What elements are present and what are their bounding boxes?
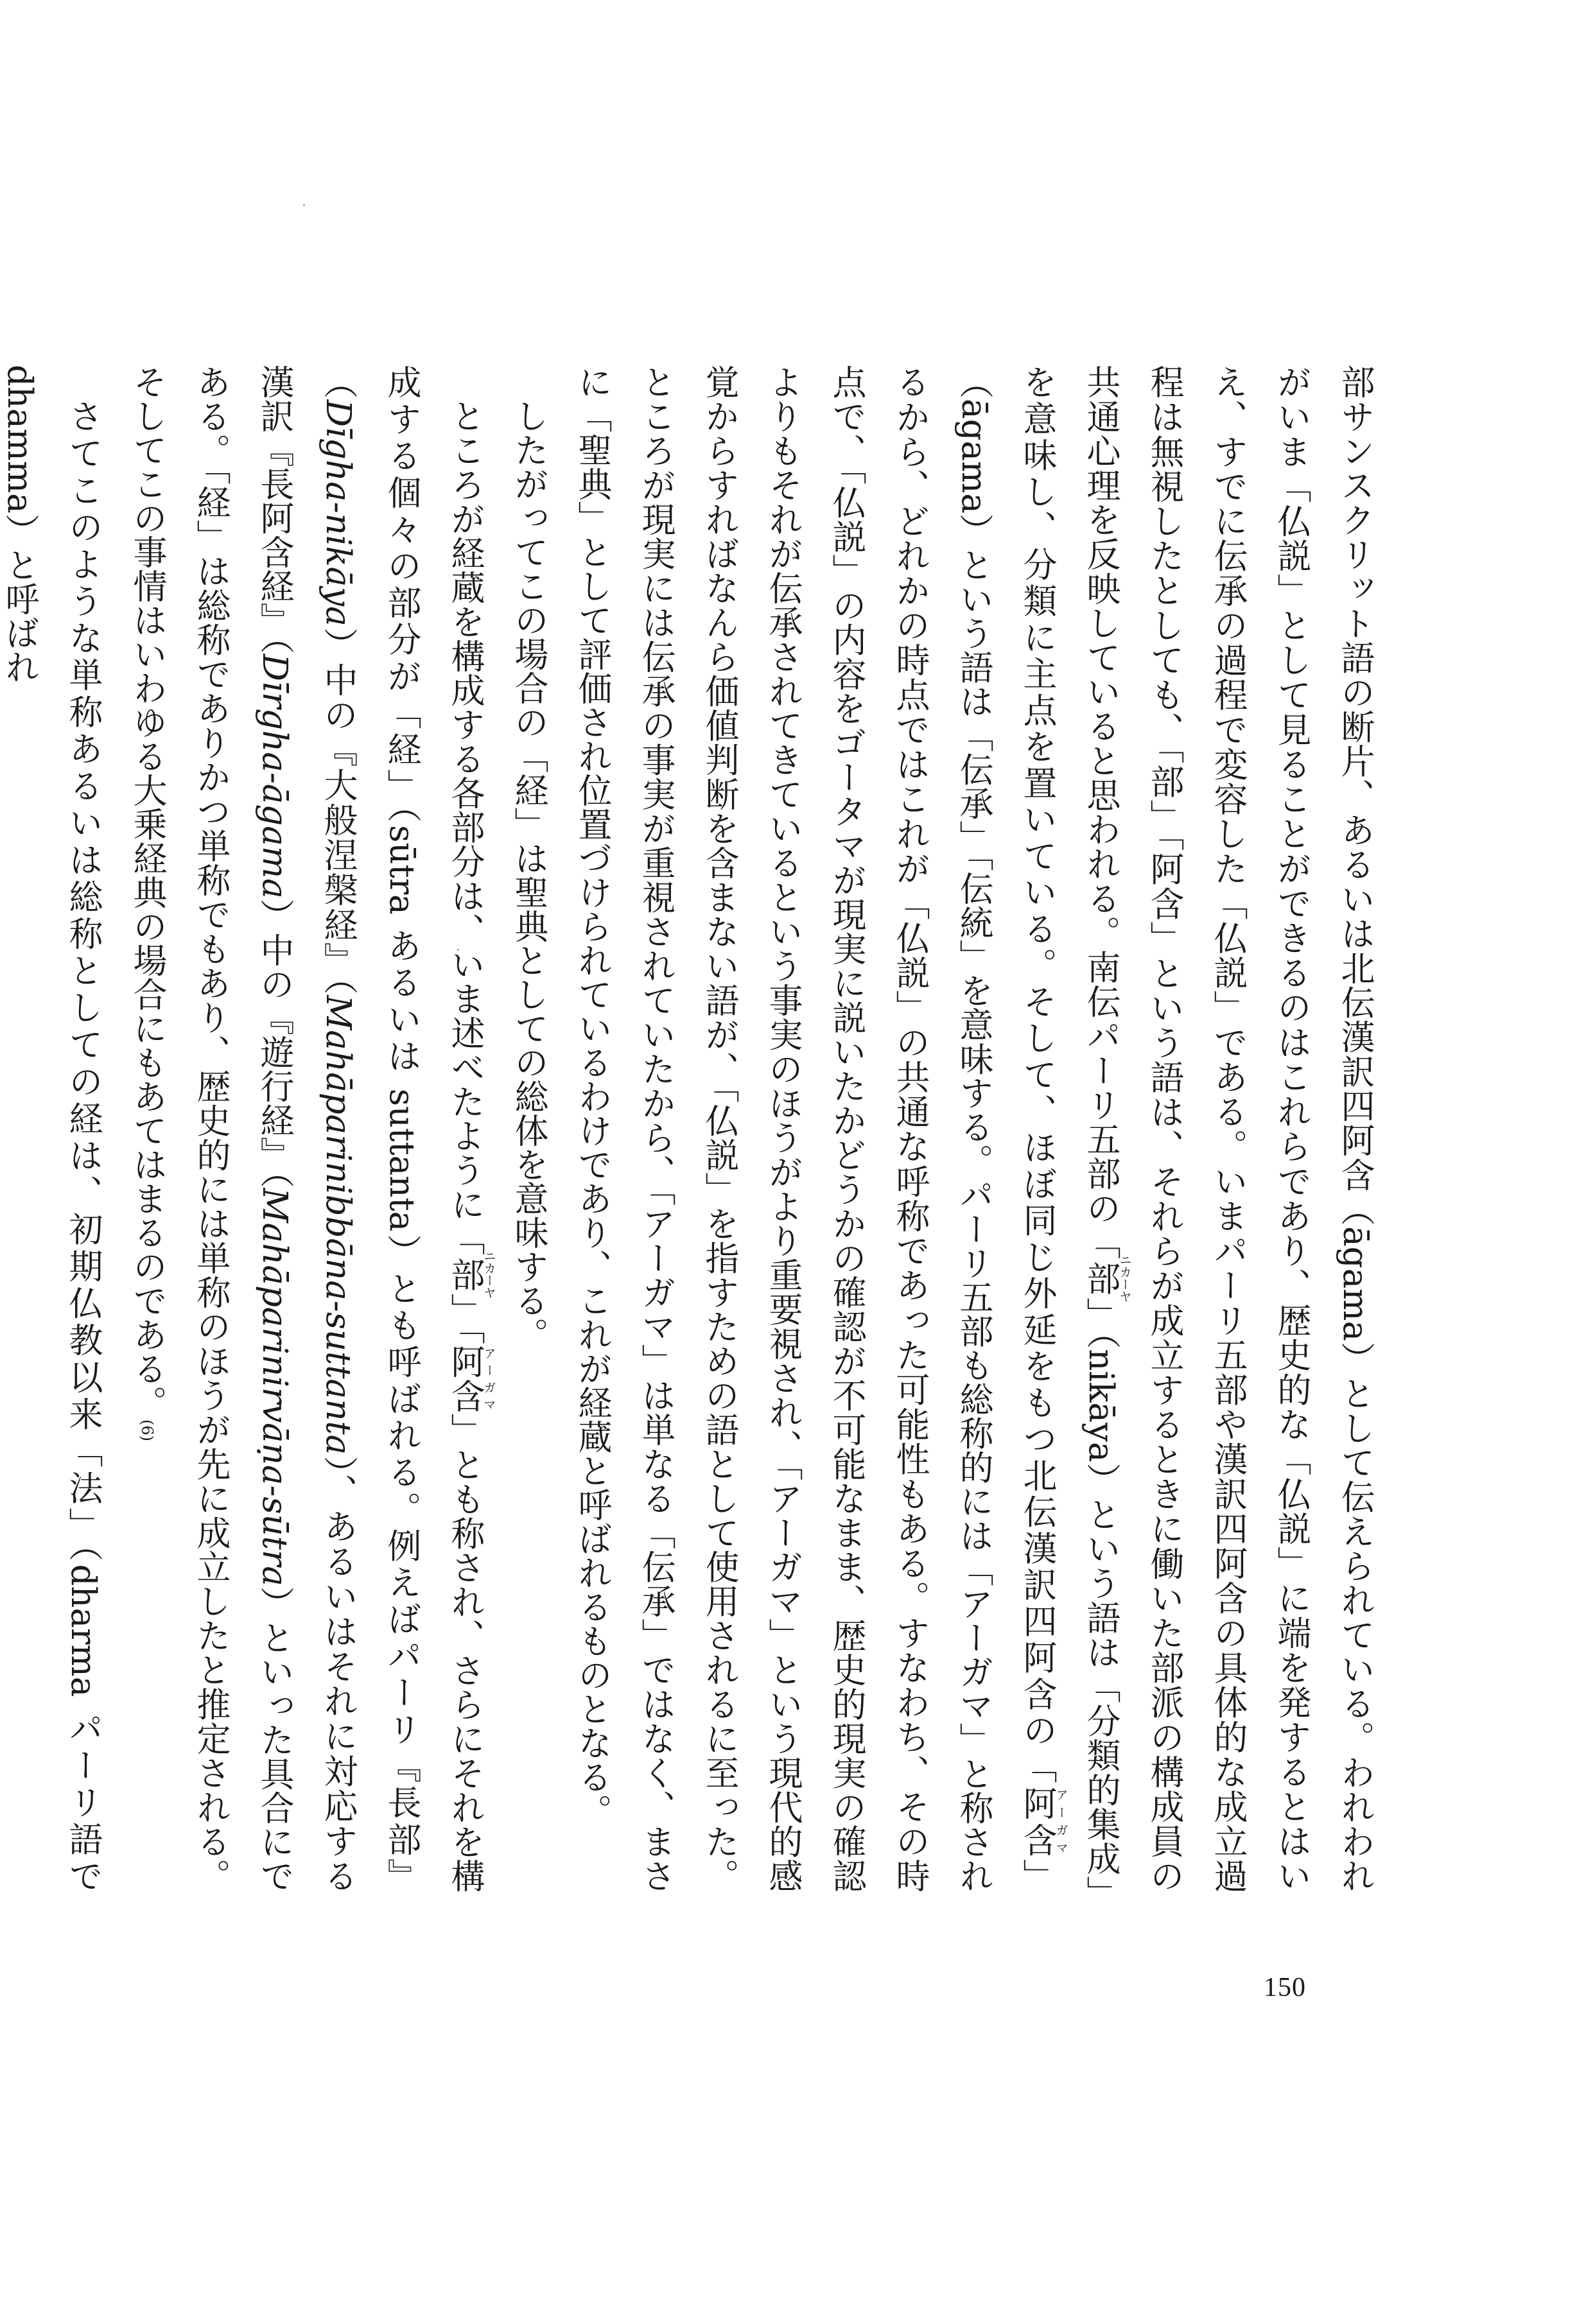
paragraph-3-text-g: ）といった具合にである。「経」は総称でありかつ単称でもあり、歴史的には単称のほうが先に成立したと推定される。そしてこの事情はいわゆる大乗経典の場合にもあてはまるのである。 [128, 365, 294, 1893]
paragraph-1-text-b: 」（nikāya）という語は「分類的集成」を意味し、分類に主点を置いている。そして、ほぼ同じ外延をもつ北伝漢訳四阿含の「 [1018, 365, 1120, 1893]
ruby-base: 部 [446, 1249, 485, 1299]
ruby-bu [446, 1249, 496, 1299]
paragraph-3 [115, 365, 497, 1893]
paragraph-1-text-c: 」（āgama）という語は「伝承」「伝統」を意味する。パーリ五部も総称的には「アーガマ」と称されるから、どれかの時点ではこれが「仏説」の共通な呼称であった可能性もある。すなわち、その時点で、「仏説」の内容をゴータマが現実に説いたかどうかの確認が不可能なまま、歴史的現実の確認よりもそれが伝承されてきているという事実のほうがより重要視され、「アーガマ」という現代的感覚からすればなんら価値判断を含まない語が、「仏説」を指すための語として使用されるに至った。ところが現実には伝承の事実が重視されていたから、「アーガマ」は単なる「伝承」ではなく、まさに「聖典」として評価され位置づけられているわけであり、これが経蔵と呼ばれるものとなる。 [573, 365, 1057, 1893]
paragraph-4: さてこのような単称あるいは総称としての経は、初期仏教以来「法」（dharma パーリ語で dhamma）と呼ばれ [0, 365, 103, 1893]
paragraph-3-text-c: 」とも称され、さらにそれを構成する個々の部分が「経」（sūtra あるいは suttanta）とも呼ばれる。例えばパーリ『長部』（ [318, 365, 485, 1893]
ruby-base: 阿含 [1018, 1785, 1057, 1859]
paragraph-3-text-b: 」「 [446, 1292, 485, 1345]
paragraph-3-text-d: ）中の『大般涅槃経』（ [318, 626, 358, 996]
ruby-agon [446, 1344, 496, 1414]
page-number: 150 [1264, 1973, 1306, 2002]
ruby-reading: ニカーヤ [482, 1249, 496, 1299]
ruby-bu [1081, 1253, 1132, 1303]
ruby-base: 部 [1081, 1253, 1120, 1303]
paragraph-3-text-f: ）中の『遊行経』（ [255, 898, 294, 1188]
paragraph-1 [561, 365, 1387, 1893]
ruby-reading: アーガマ [482, 1344, 496, 1413]
paragraph-3-text-a: ところが経蔵を構成する各部分は、いま述べたように「 [446, 399, 485, 1256]
ruby-agon [1018, 1785, 1068, 1859]
note-reference: (6) [138, 1419, 156, 1441]
paragraph-1-text-a: 部サンスクリット語の断片、あるいは北伝漢訳四阿含（āgama）として伝えられている。われわれがいま「仏説」として見ることができるのはこれらであり、歴史的な「仏説」に端を発するとはいえ、すでに伝承の過程で変容した「仏説」である。いまパーリ五部や漢訳四阿含の具体的な成立過程は無視したとしても、「部」「阿含」という語は、それらが成立するときに働いた部派の構成員の共通心理を反映していると思われる。南伝パーリ五部の「 [1081, 365, 1375, 1893]
title-mahaparinibbana-suttanta: Mahāparinibbāna-suttanta [318, 995, 358, 1455]
ruby-reading: ニカーヤ [1117, 1253, 1132, 1303]
title-dirgha-agama: Dīrgha-āgama [255, 654, 294, 899]
ruby-base: 阿含 [446, 1344, 485, 1414]
scan-speck [303, 204, 305, 206]
body-text [0, 365, 1387, 1893]
ruby-reading: アーガマ [1054, 1785, 1068, 1857]
title-mahaparinirvana-sutra: Mahāparinirvāṇa-sūtra [255, 1188, 294, 1586]
paragraph-3-text-e: ）、あるいはそれに対応する漢訳『長阿含経』（ [255, 365, 358, 1893]
title-digha-nikaya: Dīgha-nikāya [318, 399, 358, 627]
paragraph-2: したがってこの場合の「経」は聖典としての総体を意味する。 [509, 399, 548, 1351]
